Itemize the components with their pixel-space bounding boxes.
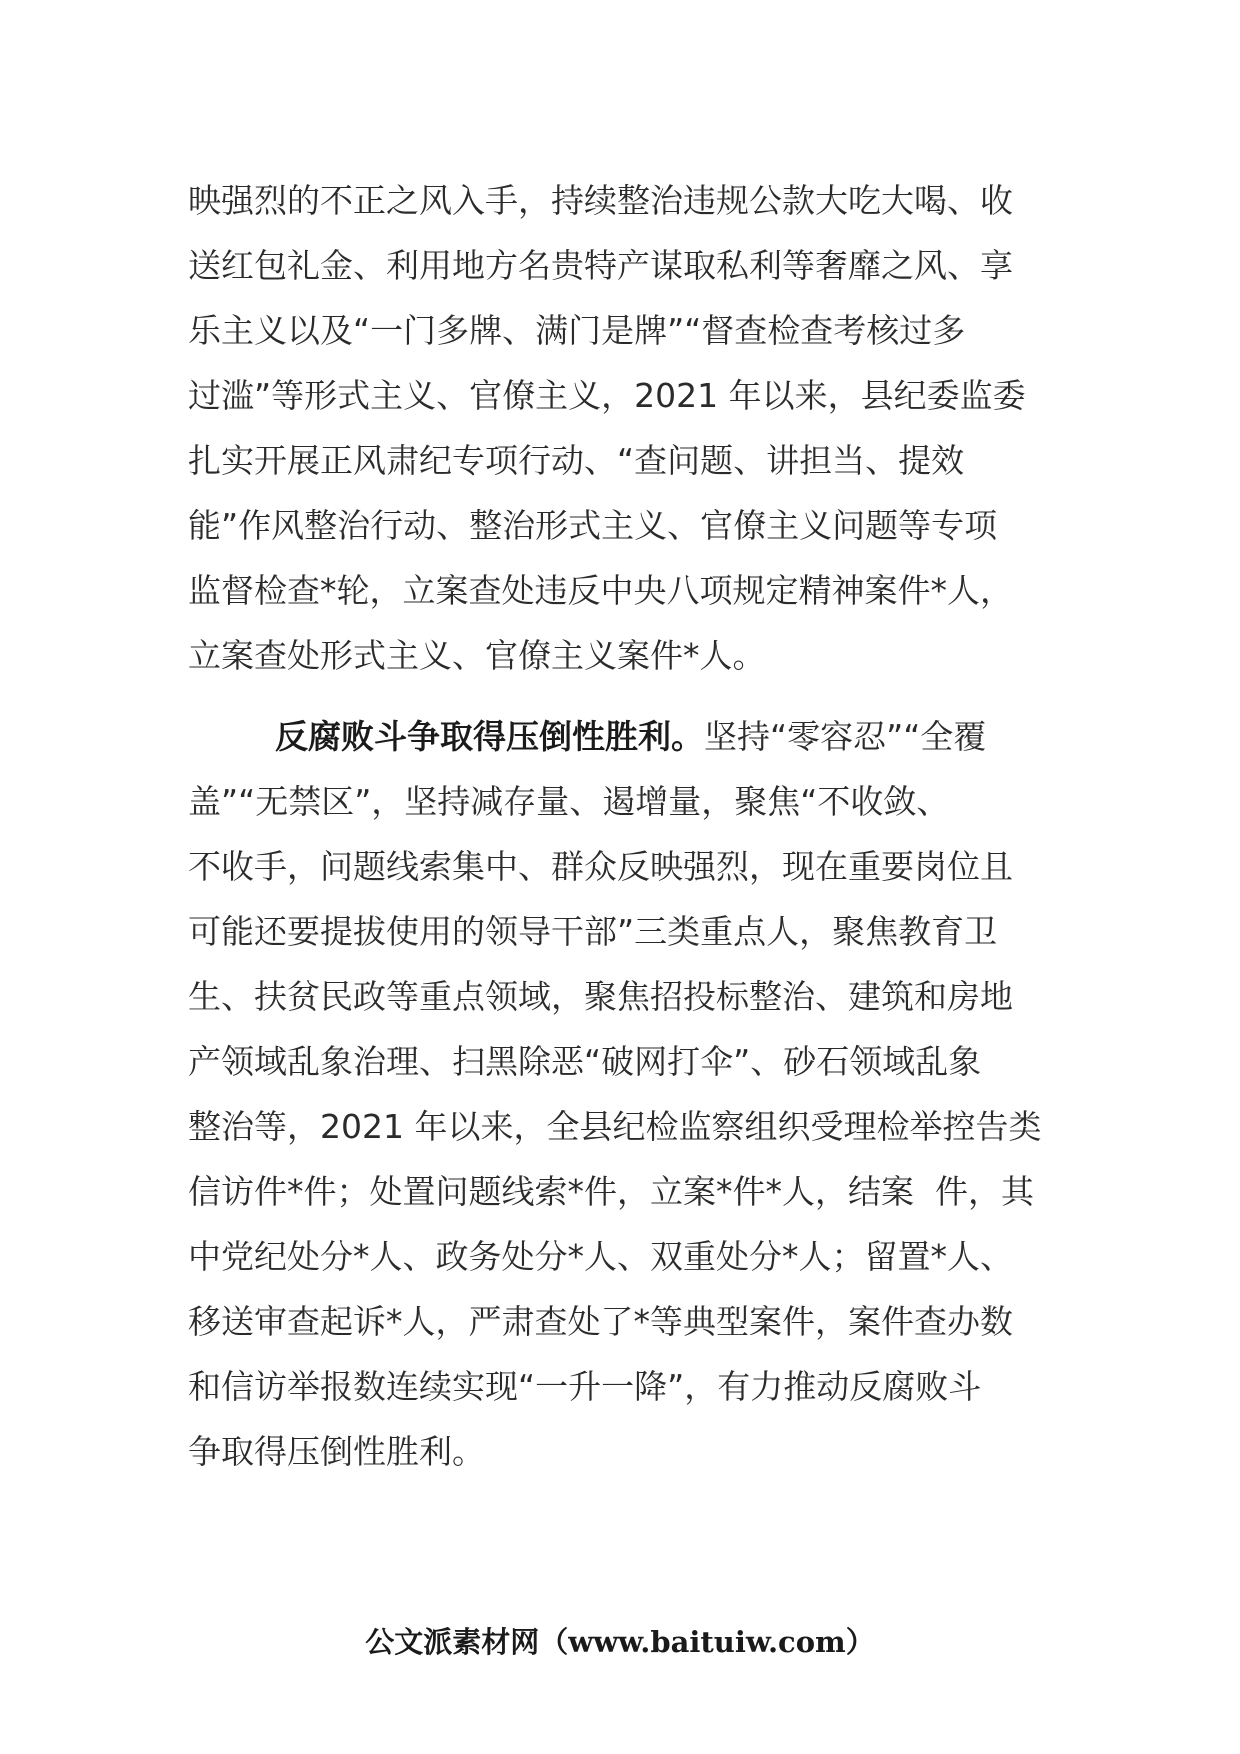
paragraph-line: 信访件*件；处置问题线索*件，立案*件*人，结案 件，其 <box>188 1172 1034 1211</box>
paragraph-2 <box>188 704 1060 1484</box>
paragraph-line-rest: 坚持“零容忍”“全覆 <box>704 717 987 756</box>
paragraph-line: 盖”“无禁区”，坚持减存量、遏增量，聚焦“不收敛、 <box>188 782 950 821</box>
document-body <box>188 168 1060 1484</box>
paragraph-line: 乐主义以及“一门多牌、满门是牌”“督查检查考核过多 <box>188 311 966 350</box>
paragraph-line: 中党纪处分*人、政务处分*人、双重处分*人；留置*人、 <box>188 1237 1013 1276</box>
paragraph-line: 过滥”等形式主义、官僚主义，2021 年以来，县纪委监委 <box>188 376 1026 415</box>
paragraph-1 <box>188 168 1060 688</box>
paragraph-lead-heading: 反腐败斗争取得压倒性胜利。 <box>275 717 704 756</box>
paragraph-first-line <box>188 704 1060 769</box>
paragraph-line: 争取得压倒性胜利。 <box>188 1432 485 1471</box>
paragraph-line: 立案查处形式主义、官僚主义案件*人。 <box>188 636 766 675</box>
paragraph-line: 不收手，问题线索集中、群众反映强烈，现在重要岗位且 <box>188 847 1013 886</box>
paragraph-line: 可能还要提拔使用的领导干部”三类重点人，聚焦教育卫 <box>188 912 998 951</box>
paragraph-line: 映强烈的不正之风入手，持续整治违规公款大吃大喝、收 <box>188 181 1013 220</box>
paragraph-line: 监督检查*轮，立案查处违反中央八项规定精神案件*人， <box>188 571 1013 610</box>
paragraph-line: 和信访举报数连续实现“一升一降”，有力推动反腐败斗 <box>188 1367 982 1406</box>
paragraph-line: 移送审查起诉*人，严肃查处了*等典型案件，案件查办数 <box>188 1302 1013 1341</box>
paragraph-line: 扎实开展正风肃纪专项行动、“查问题、讲担当、提效 <box>188 441 965 480</box>
footer-watermark-text: 公文派素材网（www.baituiw.com） <box>365 1625 875 1659</box>
paragraph-line: 整治等，2021 年以来，全县纪检监察组织受理检举控告类 <box>188 1107 1042 1146</box>
paragraph-line: 生、扶贫民政等重点领域，聚焦招投标整治、建筑和房地 <box>188 977 1013 1016</box>
paragraph-line: 送红包礼金、利用地方名贵特产谋取私利等奢靡之风、享 <box>188 246 1013 285</box>
paragraph-line: 能”作风整治行动、整治形式主义、官僚主义问题等专项 <box>188 506 998 545</box>
paragraph-line: 产领域乱象治理、扫黑除恶“破网打伞”、砂石领域乱象 <box>188 1042 982 1081</box>
